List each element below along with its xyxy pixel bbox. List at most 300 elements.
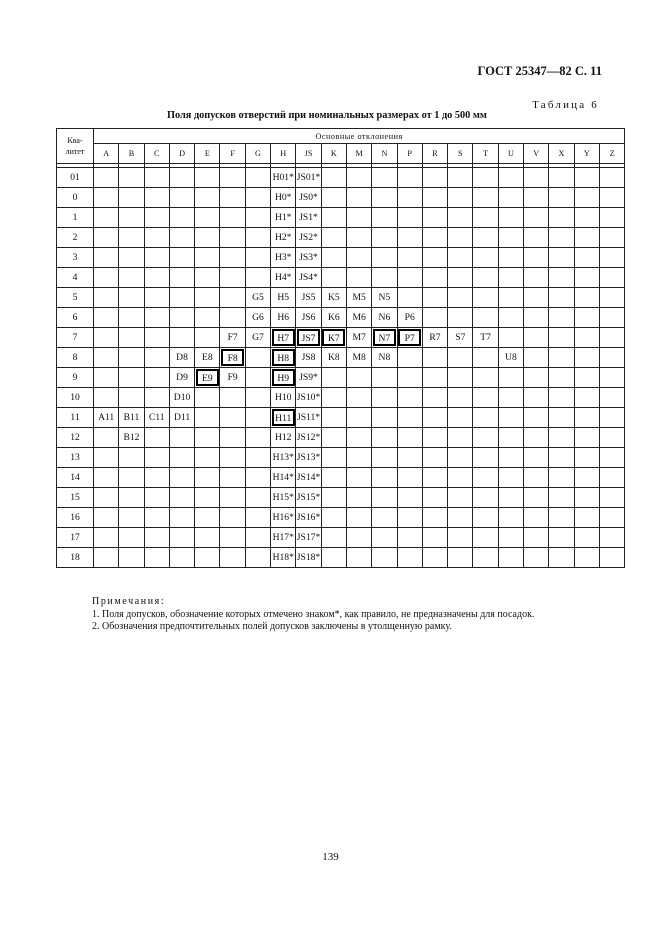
empty-cell: [321, 488, 346, 508]
empty-cell: [397, 228, 422, 248]
empty-cell: [448, 348, 473, 368]
empty-cell: [473, 368, 498, 388]
preferred-tolerance-cell: [271, 408, 296, 428]
empty-cell: [599, 288, 624, 308]
empty-cell: [574, 468, 599, 488]
letter-header-cell: D: [169, 144, 194, 164]
empty-cell: [372, 468, 397, 488]
tolerance-cell: D10: [169, 388, 194, 408]
empty-cell: [372, 248, 397, 268]
empty-cell: [524, 368, 549, 388]
tolerance-cell: G6: [245, 308, 270, 328]
empty-cell: [498, 228, 523, 248]
empty-cell: [574, 548, 599, 568]
empty-cell: [599, 548, 624, 568]
empty-cell: [195, 288, 220, 308]
tolerance-cell: H16*: [271, 508, 296, 528]
grade-cell: 10: [57, 388, 94, 408]
empty-cell: [524, 308, 549, 328]
empty-cell: [169, 268, 194, 288]
empty-cell: [245, 168, 270, 188]
tolerance-cell: G7: [245, 328, 270, 348]
empty-cell: [94, 548, 119, 568]
empty-cell: [195, 188, 220, 208]
empty-cell: [119, 508, 144, 528]
empty-cell: [119, 528, 144, 548]
letter-header-cell: G: [245, 144, 270, 164]
empty-cell: [524, 408, 549, 428]
letter-header-cell: E: [195, 144, 220, 164]
empty-cell: [422, 248, 447, 268]
table-row: [57, 228, 625, 248]
table-row: [57, 468, 625, 488]
empty-cell: [549, 428, 574, 448]
empty-cell: [94, 348, 119, 368]
empty-cell: [144, 168, 169, 188]
empty-cell: [498, 388, 523, 408]
empty-cell: [220, 288, 245, 308]
empty-cell: [245, 428, 270, 448]
empty-cell: [473, 528, 498, 548]
table-row: [57, 548, 625, 568]
letter-header-cell: V: [524, 144, 549, 164]
empty-cell: [195, 168, 220, 188]
empty-cell: [346, 228, 371, 248]
empty-cell: [220, 408, 245, 428]
empty-cell: [195, 548, 220, 568]
empty-cell: [549, 488, 574, 508]
empty-cell: [144, 548, 169, 568]
empty-cell: [195, 508, 220, 528]
empty-cell: [245, 208, 270, 228]
table-row: [57, 208, 625, 228]
empty-cell: [574, 508, 599, 528]
empty-cell: [119, 228, 144, 248]
grade-cell: 7: [57, 328, 94, 348]
empty-cell: [321, 528, 346, 548]
empty-cell: [574, 228, 599, 248]
empty-cell: [599, 328, 624, 348]
letter-header-cell: X: [549, 144, 574, 164]
empty-cell: [321, 248, 346, 268]
empty-cell: [372, 428, 397, 448]
letter-header-cell: R: [422, 144, 447, 164]
table-row: [57, 288, 625, 308]
empty-cell: [549, 548, 574, 568]
empty-cell: [245, 448, 270, 468]
empty-cell: [321, 508, 346, 528]
empty-cell: [397, 448, 422, 468]
grade-cell: 4: [57, 268, 94, 288]
empty-cell: [574, 408, 599, 428]
empty-cell: [397, 348, 422, 368]
empty-cell: [220, 528, 245, 548]
preferred-tolerance-cell: [271, 368, 296, 388]
empty-cell: [321, 428, 346, 448]
tolerance-cell: N8: [372, 348, 397, 368]
empty-cell: [524, 328, 549, 348]
empty-cell: [169, 248, 194, 268]
empty-cell: [549, 508, 574, 528]
preferred-field-frame: N7: [373, 329, 396, 346]
preferred-field-frame: F8: [221, 349, 244, 366]
letter-header-cell: N: [372, 144, 397, 164]
table-header-row: [57, 129, 625, 144]
empty-cell: [422, 308, 447, 328]
empty-cell: [169, 428, 194, 448]
empty-cell: [599, 308, 624, 328]
empty-cell: [94, 388, 119, 408]
grade-cell: 14: [57, 468, 94, 488]
empty-cell: [169, 208, 194, 228]
empty-cell: [169, 168, 194, 188]
empty-cell: [220, 488, 245, 508]
empty-cell: [169, 308, 194, 328]
tolerance-cell: H2*: [271, 228, 296, 248]
empty-cell: [524, 508, 549, 528]
empty-cell: [574, 288, 599, 308]
empty-cell: [195, 428, 220, 448]
tolerance-cell: JS01*: [296, 168, 321, 188]
empty-cell: [549, 168, 574, 188]
empty-cell: [524, 528, 549, 548]
letter-header-cell: U: [498, 144, 523, 164]
grade-header-line2: литет: [65, 147, 85, 156]
grade-cell: 2: [57, 228, 94, 248]
empty-cell: [599, 468, 624, 488]
grade-header: [57, 129, 94, 164]
empty-cell: [574, 488, 599, 508]
empty-cell: [119, 288, 144, 308]
empty-cell: [599, 388, 624, 408]
table-title: Поля допусков отверстий при номинальных размерах от 1 до 500 мм: [167, 110, 487, 121]
empty-cell: [599, 188, 624, 208]
tolerance-cell: R7: [422, 328, 447, 348]
tolerance-cell: JS14*: [296, 468, 321, 488]
empty-cell: [397, 268, 422, 288]
empty-cell: [144, 428, 169, 448]
tolerance-cell: S7: [448, 328, 473, 348]
tolerance-cell: JS9*: [296, 368, 321, 388]
empty-cell: [94, 168, 119, 188]
tolerance-cell: H4*: [271, 268, 296, 288]
empty-cell: [574, 268, 599, 288]
empty-cell: [397, 388, 422, 408]
empty-cell: [321, 208, 346, 228]
empty-cell: [473, 488, 498, 508]
empty-cell: [346, 388, 371, 408]
empty-cell: [574, 348, 599, 368]
note-2: 2. Обозначения предпочтительных полей допусков заключены в утолщенную рамку.: [92, 621, 452, 633]
empty-cell: [574, 528, 599, 548]
empty-cell: [473, 428, 498, 448]
empty-cell: [448, 548, 473, 568]
empty-cell: [422, 268, 447, 288]
empty-cell: [549, 268, 574, 288]
tolerance-cell: H10: [271, 388, 296, 408]
empty-cell: [144, 448, 169, 468]
empty-cell: [498, 208, 523, 228]
grade-cell: 3: [57, 248, 94, 268]
empty-cell: [372, 168, 397, 188]
empty-cell: [549, 388, 574, 408]
empty-cell: [346, 368, 371, 388]
table-row: [57, 508, 625, 528]
empty-cell: [346, 548, 371, 568]
note-1: 1. Поля допусков, обозначение которых отмечено знаком*, как правило, не предназначены для посадок.: [92, 608, 535, 620]
table-row: [57, 328, 625, 348]
preferred-tolerance-cell: [296, 328, 321, 348]
empty-cell: [94, 288, 119, 308]
letter-header-cell: P: [397, 144, 422, 164]
empty-cell: [448, 288, 473, 308]
tolerance-cell: H14*: [271, 468, 296, 488]
empty-cell: [119, 348, 144, 368]
table-row: [57, 428, 625, 448]
empty-cell: [422, 448, 447, 468]
preferred-field-frame: E9: [196, 369, 219, 386]
empty-cell: [94, 208, 119, 228]
empty-cell: [94, 448, 119, 468]
empty-cell: [144, 388, 169, 408]
empty-cell: [169, 448, 194, 468]
empty-cell: [220, 468, 245, 488]
preferred-field-frame: P7: [398, 329, 421, 346]
table-row: [57, 488, 625, 508]
empty-cell: [195, 488, 220, 508]
empty-cell: [220, 188, 245, 208]
grade-cell: 18: [57, 548, 94, 568]
empty-cell: [422, 468, 447, 488]
empty-cell: [549, 528, 574, 548]
table-row: [57, 248, 625, 268]
empty-cell: [346, 428, 371, 448]
tolerance-cell: H5: [271, 288, 296, 308]
letter-header-cell: K: [321, 144, 346, 164]
empty-cell: [372, 388, 397, 408]
empty-cell: [498, 408, 523, 428]
empty-cell: [372, 508, 397, 528]
empty-cell: [245, 468, 270, 488]
empty-cell: [524, 488, 549, 508]
table-row: [57, 348, 625, 368]
table-row: [57, 448, 625, 468]
empty-cell: [574, 328, 599, 348]
empty-cell: [220, 168, 245, 188]
tolerance-cell: E8: [195, 348, 220, 368]
tolerance-cell: D11: [169, 408, 194, 428]
empty-cell: [144, 188, 169, 208]
empty-cell: [220, 508, 245, 528]
empty-cell: [372, 368, 397, 388]
preferred-tolerance-cell: [271, 348, 296, 368]
grade-cell: 1: [57, 208, 94, 228]
empty-cell: [448, 188, 473, 208]
empty-cell: [549, 448, 574, 468]
empty-cell: [498, 488, 523, 508]
letter-header-cell: H: [271, 144, 296, 164]
empty-cell: [346, 208, 371, 228]
empty-cell: [524, 168, 549, 188]
tolerance-cell: B12: [119, 428, 144, 448]
preferred-tolerance-cell: [195, 368, 220, 388]
tolerance-cell: U8: [498, 348, 523, 368]
preferred-tolerance-cell: [372, 328, 397, 348]
empty-cell: [397, 508, 422, 528]
tolerance-cell: JS18*: [296, 548, 321, 568]
empty-cell: [346, 508, 371, 528]
empty-cell: [473, 548, 498, 568]
empty-cell: [144, 288, 169, 308]
letter-header-cell: F: [220, 144, 245, 164]
tolerance-cell: K8: [321, 348, 346, 368]
tolerance-cell: K6: [321, 308, 346, 328]
empty-cell: [346, 468, 371, 488]
empty-cell: [498, 268, 523, 288]
empty-cell: [599, 408, 624, 428]
group-header: Основные отклонения: [94, 129, 625, 144]
tolerance-cell: JS12*: [296, 428, 321, 448]
notes: [92, 596, 534, 634]
empty-cell: [473, 468, 498, 488]
empty-cell: [119, 188, 144, 208]
preferred-field-frame: JS7: [297, 329, 320, 346]
empty-cell: [498, 528, 523, 548]
empty-cell: [422, 188, 447, 208]
empty-cell: [422, 288, 447, 308]
empty-cell: [498, 468, 523, 488]
empty-cell: [321, 228, 346, 248]
empty-cell: [321, 368, 346, 388]
empty-cell: [599, 528, 624, 548]
empty-cell: [94, 428, 119, 448]
grade-cell: 8: [57, 348, 94, 368]
preferred-field-frame: H11: [272, 409, 295, 426]
empty-cell: [422, 528, 447, 548]
letter-header-cell: Z: [599, 144, 624, 164]
empty-cell: [397, 248, 422, 268]
empty-cell: [245, 408, 270, 428]
tolerance-cell: H12: [271, 428, 296, 448]
empty-cell: [245, 348, 270, 368]
tolerance-cell: JS2*: [296, 228, 321, 248]
empty-cell: [422, 428, 447, 448]
empty-cell: [220, 308, 245, 328]
tolerance-cell: D8: [169, 348, 194, 368]
empty-cell: [422, 408, 447, 428]
empty-cell: [220, 208, 245, 228]
empty-cell: [321, 448, 346, 468]
table-row: [57, 528, 625, 548]
empty-cell: [397, 288, 422, 308]
tolerance-cell: JS6: [296, 308, 321, 328]
empty-cell: [119, 368, 144, 388]
tolerance-cell: T7: [473, 328, 498, 348]
empty-cell: [599, 268, 624, 288]
empty-cell: [346, 168, 371, 188]
empty-cell: [220, 548, 245, 568]
tolerance-cell: H6: [271, 308, 296, 328]
empty-cell: [397, 168, 422, 188]
tolerance-cell: M6: [346, 308, 371, 328]
table-row: [57, 268, 625, 288]
letter-header-cell: B: [119, 144, 144, 164]
empty-cell: [422, 208, 447, 228]
empty-cell: [397, 408, 422, 428]
empty-cell: [574, 208, 599, 228]
tolerance-cell: F7: [220, 328, 245, 348]
empty-cell: [397, 188, 422, 208]
tolerance-cell: JS11*: [296, 408, 321, 428]
table-row: [57, 388, 625, 408]
notes-heading: Примечания:: [92, 596, 166, 607]
preferred-field-frame: H8: [272, 349, 295, 366]
empty-cell: [372, 488, 397, 508]
empty-cell: [144, 508, 169, 528]
empty-cell: [144, 528, 169, 548]
tolerance-cell: B11: [119, 408, 144, 428]
empty-cell: [498, 448, 523, 468]
empty-cell: [220, 448, 245, 468]
empty-cell: [397, 488, 422, 508]
empty-cell: [195, 388, 220, 408]
tolerance-cell: M5: [346, 288, 371, 308]
letter-header-cell: C: [144, 144, 169, 164]
empty-cell: [245, 508, 270, 528]
empty-cell: [549, 468, 574, 488]
empty-cell: [169, 528, 194, 548]
empty-cell: [94, 228, 119, 248]
empty-cell: [94, 188, 119, 208]
empty-cell: [422, 548, 447, 568]
empty-cell: [245, 248, 270, 268]
empty-cell: [599, 348, 624, 368]
empty-cell: [498, 188, 523, 208]
grade-cell: 9: [57, 368, 94, 388]
empty-cell: [574, 308, 599, 328]
empty-cell: [119, 448, 144, 468]
empty-cell: [422, 488, 447, 508]
empty-cell: [448, 488, 473, 508]
letter-header-cell: A: [94, 144, 119, 164]
empty-cell: [321, 388, 346, 408]
empty-cell: [245, 368, 270, 388]
tolerance-cell: H13*: [271, 448, 296, 468]
empty-cell: [144, 368, 169, 388]
empty-cell: [473, 308, 498, 328]
empty-cell: [144, 328, 169, 348]
empty-cell: [422, 508, 447, 528]
empty-cell: [144, 208, 169, 228]
empty-cell: [473, 188, 498, 208]
tolerance-table: [56, 128, 625, 568]
tolerance-cell: K5: [321, 288, 346, 308]
tolerance-cell: M7: [346, 328, 371, 348]
empty-cell: [245, 388, 270, 408]
tolerance-cell: A11: [94, 408, 119, 428]
empty-cell: [448, 248, 473, 268]
empty-cell: [397, 368, 422, 388]
empty-cell: [119, 308, 144, 328]
tolerance-cell: JS17*: [296, 528, 321, 548]
empty-cell: [220, 388, 245, 408]
empty-cell: [574, 188, 599, 208]
tolerance-cell: JS4*: [296, 268, 321, 288]
empty-cell: [448, 428, 473, 448]
empty-cell: [524, 268, 549, 288]
empty-cell: [321, 168, 346, 188]
empty-cell: [94, 368, 119, 388]
